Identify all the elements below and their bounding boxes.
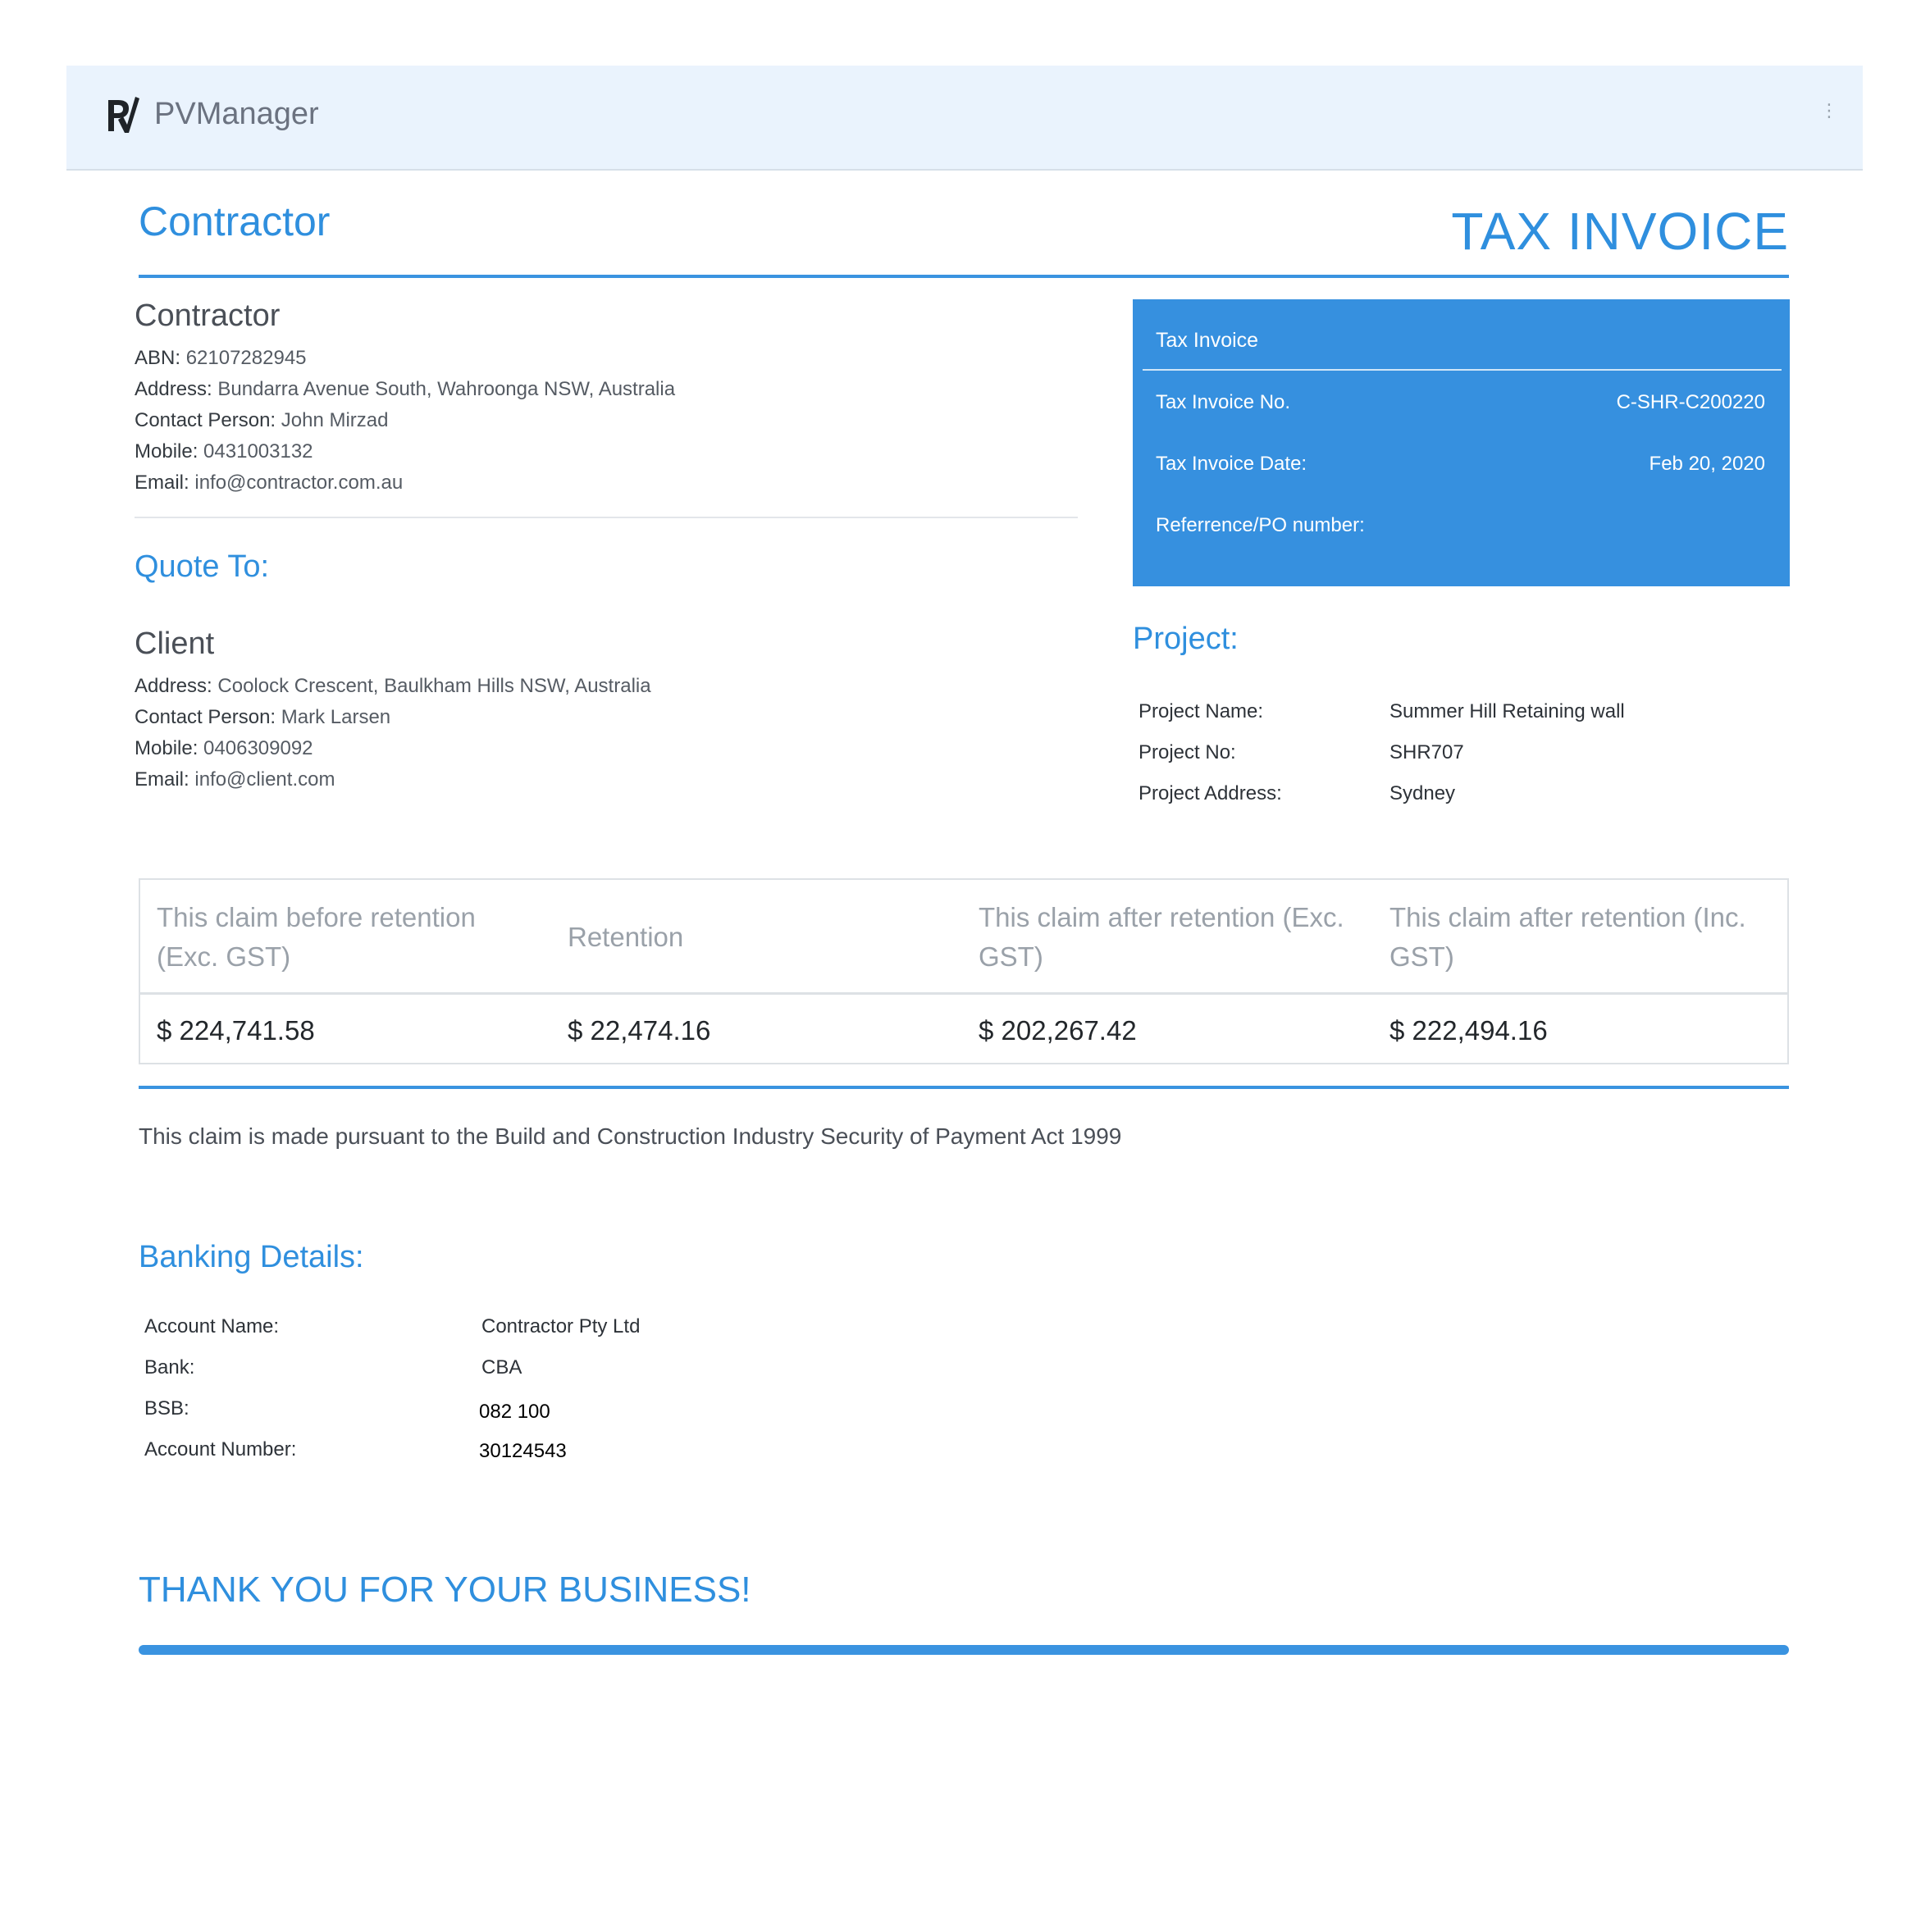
value-before-retention: $ 224,741.58	[157, 1015, 315, 1046]
value-after-retention-inc: $ 222,494.16	[1389, 1015, 1548, 1046]
client-name: Client	[135, 627, 215, 661]
client-email-line	[135, 764, 651, 795]
address-label: Address:	[135, 675, 212, 697]
email-label: Email:	[135, 768, 189, 791]
value-after-retention-exc: $ 202,267.42	[979, 1015, 1137, 1046]
column-header-after-retention-exc: This claim after retention (Exc. GST)	[979, 902, 1344, 972]
abn-label: ABN:	[135, 347, 181, 369]
app-header	[66, 66, 1863, 171]
mobile-value: 0406309092	[203, 737, 313, 759]
invoice-number-label: Tax Invoice No.	[1156, 391, 1291, 413]
column-header-retention: Retention	[568, 922, 684, 952]
project-no-label: Project No:	[1138, 741, 1236, 763]
project-address-label: Project Address:	[1138, 782, 1282, 804]
address-value: Coolock Crescent, Baulkham Hills NSW, Australia	[217, 675, 651, 697]
tax-invoice-box-divider	[1143, 369, 1782, 371]
contact-value: John Mirzad	[281, 409, 389, 431]
mobile-label: Mobile:	[135, 440, 198, 462]
client-address-line	[135, 671, 651, 702]
contact-label: Contact Person:	[135, 706, 276, 728]
client-contact-line	[135, 702, 651, 733]
client-mobile-line	[135, 733, 651, 764]
address-label: Address:	[135, 378, 212, 400]
project-name-label: Project Name:	[1138, 700, 1264, 722]
contractor-name: Contractor	[135, 298, 281, 333]
vertical-ellipsis-icon[interactable]: ⋮	[1820, 100, 1838, 121]
contact-value: Mark Larsen	[281, 706, 391, 728]
email-value[interactable]: info@contractor.com.au	[194, 472, 404, 494]
bank-value: CBA	[481, 1356, 522, 1378]
abn-value: 62107282945	[185, 347, 307, 369]
table-header-row	[140, 880, 1787, 995]
reference-row	[1156, 514, 1765, 537]
value-retention: $ 22,474.16	[568, 1015, 711, 1046]
banking-title: Banking Details:	[139, 1240, 364, 1274]
contractor-abn-line	[135, 343, 675, 374]
table-divider	[139, 1086, 1789, 1089]
project-address-value: Sydney	[1389, 782, 1456, 804]
contractor-contact-line	[135, 405, 675, 436]
pv-logo-icon[interactable]	[103, 92, 143, 136]
thank-you-message: THANK YOU FOR YOUR BUSINESS!	[139, 1570, 751, 1610]
claim-summary-table	[139, 878, 1789, 1064]
page-title-contractor: Contractor	[139, 198, 331, 244]
invoice-date-label: Tax Invoice Date:	[1156, 453, 1307, 475]
bsb-label: BSB:	[144, 1397, 189, 1419]
column-header-before-retention: This claim before retention (Exc. GST)	[157, 902, 476, 972]
account-number-value: 30124543	[479, 1440, 567, 1462]
email-value[interactable]: info@client.com	[194, 768, 335, 791]
contractor-email-line	[135, 467, 675, 499]
bank-label: Bank:	[144, 1356, 195, 1378]
invoice-date-value: Feb 20, 2020	[1649, 453, 1765, 475]
contractor-address-line	[135, 374, 675, 405]
legal-note: This claim is made pursuant to the Build and Construction Industry Security of Payment Act 1999	[139, 1123, 1122, 1149]
project-title: Project:	[1133, 622, 1239, 656]
contractor-divider	[135, 517, 1078, 518]
app-name: PVManager	[154, 97, 319, 131]
project-no-value: SHR707	[1389, 741, 1464, 763]
account-name-value: Contractor Pty Ltd	[481, 1315, 641, 1337]
mobile-label: Mobile:	[135, 737, 198, 759]
bsb-value: 082 100	[479, 1401, 550, 1423]
invoice-date-row	[1156, 453, 1765, 476]
reference-label: Referrence/PO number:	[1156, 514, 1365, 536]
contractor-details	[135, 343, 675, 499]
column-header-after-retention-inc: This claim after retention (Inc. GST)	[1389, 902, 1746, 972]
client-details	[135, 671, 651, 795]
contact-label: Contact Person:	[135, 409, 276, 431]
account-name-label: Account Name:	[144, 1315, 280, 1337]
email-label: Email:	[135, 472, 189, 494]
quote-to-title: Quote To:	[135, 549, 270, 584]
project-name-value: Summer Hill Retaining wall	[1389, 700, 1625, 722]
header-divider	[139, 275, 1789, 278]
address-value: Bundarra Avenue South, Wahroonga NSW, Australia	[217, 378, 676, 400]
account-number-label: Account Number:	[144, 1438, 297, 1460]
invoice-number-value: C-SHR-C200220	[1616, 391, 1765, 413]
mobile-value: 0431003132	[203, 440, 313, 462]
contractor-mobile-line	[135, 436, 675, 467]
invoice-number-row	[1156, 391, 1765, 414]
tax-invoice-box-title: Tax Invoice	[1156, 329, 1259, 352]
tax-invoice-box	[1133, 299, 1790, 586]
footer-bar	[139, 1645, 1789, 1655]
page-title-tax-invoice: TAX INVOICE	[1451, 202, 1789, 261]
